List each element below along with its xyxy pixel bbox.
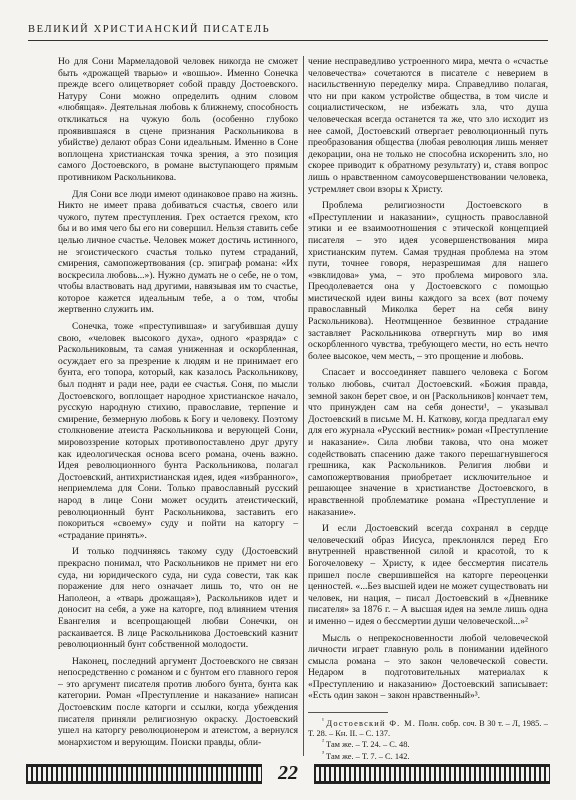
paragraph: Для Сони все люди имеют одинаковое право на жизнь. Никто не имеет права добиваться счастья, своего или чужого, путем преступления. Грех остается грехом, кто бы и во имя чего бы его ни совершил. Нельзя ставить себе целью личное счастье. Человек может достичь истинного, не эгоистического счастья только путем страданий, смирения, самопожертвования (ср. эпиграф романа: «Их воскресила любовь...»). Нужно думать не о себе, не о том, чтобы властвовать над другими, навязывая им то счастье, которое кажется идеальным тебе, а о том, чтобы жертвенно служить им. bbox=[58, 188, 298, 316]
column-divider bbox=[303, 56, 304, 756]
paragraph: Проблема религиозности Достоевского в «Преступлении и наказании», сущность православной этики и ее взаимоотношения с этической концепцией писателя – это идея усовершенствования мира христианским путем. Самая трудная проблема на этом пути, точнее говоря, неразрешимая для нашего «эвклидова» ума, – это проблема мирового зла. Преодолевается она у Достоевского с помощью мистической идеи вины каждого за всех (вот почему православный Миколка берет на себя вину Раскольникова). Неотмщенное безвинное страдание заставляет Раскольникова отвергнуть мир во имя оскорбленного чувства, требующего мести, но есть нечто более высокое, чем месть, – это прощение и любовь. bbox=[308, 200, 548, 362]
footnote-marker: ³ bbox=[322, 749, 324, 757]
footnote bbox=[308, 719, 548, 739]
paragraph: Наконец, последний аргумент Достоевского не связан непосредственно с романом и с бунтом его главного героя – это аргумент писателя против любого бунта, бунта как категории. Роман «Преступление и наказание» написан Достоевским после каторги и ссылки, когда убеждения писателя приняли религиозную окраску. Достоевский ушел на каторгу революционером и атеистом, а вернулся монархистом и верующим. Поиски правды, обли- bbox=[58, 655, 298, 748]
running-header bbox=[28, 24, 548, 44]
paragraph: Сонечка, тоже «преступившая» и загубившая душу свою, «человек высокого духа», одного «разряда» с Раскольниковым, та самая униженная и оскорбленная, осуждает его за презрение к людям и не принимает его бунта, его топора, который, как казалось Раскольникову, был поднят и ради нее, ради ее счастья. Соня, по мысли Достоевского, воплощает народное христианское начало, русскую народную стихию, православие, терпение и смирение, безмерную любовь к Богу и человеку. Поэтому столкновение атеиста Раскольникова и верующей Сони, мировоззрение которых противопоставлено друг другу как идеологическая основа всего романа, очень важно. Идея революционного бунта Раскольникова, полагал Достоевский, антихристианская идея, идея «избранного», неприемлема для Сони. Только православный русский народ в лице Сони может осудить атеистический, революционный бунт Раскольникова, заставить его покориться «своему» суду и пойти на каторгу – «страдание принять». bbox=[58, 321, 298, 541]
decorative-border-left bbox=[26, 764, 262, 784]
paragraph: И только подчиняясь такому суду (Достоевский прекрасно понимал, что Раскольников не примет ни его суда, ни юридического суда, ни суда совести, так как поражение для него означает лишь то, что он не Наполеон, а «тварь дрожащая»), Раскольников идет и доносит на себя, а уже на каторге, под влиянием чтения Евангелия и всепрощающей любви Сонечки, он раскаивается. В лице Раскольникова Достоевский казнит революционный бунт собственной молодости. bbox=[58, 546, 298, 651]
footnotes bbox=[308, 719, 548, 762]
paragraph: Но для Сони Мармеладовой человек никогда не сможет быть «дрожащей тварью» и «вошью». Именно Сонечка прежде всего олицетворяет собой правду Достоевского. Натуру Сони можно определить одним словом «любящая». Деятельная любовь к ближнему, способность откликаться на чужую боль (особенно глубоко проявившаяся в сцене признания Раскольникова в убийстве) делают образ Сони идеальным. Именно в Соне воплощена христианская точка зрения, а это позиция самого Достоевского, в романе выступающего прямым противником Раскольникова. bbox=[58, 56, 298, 183]
paragraph: И если Достоевский всегда сохранял в сердце человеческий образ Иисуса, преклонялся перед Его внутренней нравственной силой и красотой, то к Богочеловеку – Христу, к идее бессмертия писатель пришел после свершившейся на каторге переоценки ценностей. «...Без высшей идеи не может существовать ни человек, ни нация, – писал Достоевский в «Дневнике писателя» за 1876 г. – А высшая идея на земле лишь одна и именно – идея о бессмертии души человеческой...»² bbox=[308, 523, 548, 627]
footnote bbox=[308, 740, 548, 750]
footnote-author: Достоевский Ф. М. bbox=[326, 719, 417, 729]
footnote-text: Там же. – Т. 24. – С. 48. bbox=[326, 740, 410, 750]
paragraph: Спасает и воссоединяет павшего человека с Богом только любовь, считал Достоевский. «Божия правда, земной закон берет свое, и он [Раскольников] кончает тем, что принужден сам на себя донести¹, – указывал Достоевский в письме М. Н. Каткову, когда предлагал ему для его журнала «Русский вестник» роман «Преступление и наказание». Сила любви такова, что она может содействовать спасению даже такого перешагнувшегося грешника, как Раскольников. Религия любви и самопожертвования приобретает исключительное и решающее значение в христианстве Достоевского, в нравственной проблематике романа «Преступление и наказание». bbox=[308, 367, 548, 518]
footnote bbox=[308, 749, 548, 762]
paragraph: чение несправедливо устроенного мира, мечта о «счастье человечества» сочетаются в писателе с неверием в насильственную переделку мира. Справедливо полагая, что ни при каком устройстве общества, в том числе и социалистическом, не избежать зла, что душа человеческая всегда останется та же, что зло исходит из нее самой, Достоевский отвергает революционный путь преобразования общества (любая революция лишь меняет декорации, она не только не способна искоренить зло, но скорее приводит к обратному результату) и, ставя вопрос лишь о нравственном самоусовершенствовании человека, устремляет свои взоры к Христу. bbox=[308, 56, 548, 195]
left-column bbox=[58, 56, 298, 753]
footnote-text: Там же. – Т. 7. – С. 142. bbox=[326, 751, 410, 761]
footnote-text: Полн. собр. соч. В 30 т. – Л, 1985. – Т. 28. – Кн. II. – С. 137. bbox=[308, 719, 548, 739]
header-rule bbox=[28, 40, 548, 41]
paragraph: Мысль о непрекосновенности любой человеческой личности играет главную роль в понимании идейного смысла романа – это закон человеческой совести. Недаром в подготовительных материалах к «Преступлению и наказанию» Достоевский записывает: «Есть один закон – закон нравственный»³. bbox=[308, 632, 548, 702]
decorative-border-right bbox=[314, 764, 550, 784]
footnote-marker: ² bbox=[322, 738, 324, 746]
footnote-marker: ¹ bbox=[322, 717, 324, 725]
running-title: ВЕЛИКИЙ ХРИСТИАНСКИЙ ПИСАТЕЛЬ bbox=[28, 24, 271, 35]
page-number: 22 bbox=[278, 762, 298, 784]
right-column bbox=[308, 56, 548, 763]
page-footer bbox=[18, 762, 558, 786]
footnote-rule bbox=[308, 712, 388, 719]
